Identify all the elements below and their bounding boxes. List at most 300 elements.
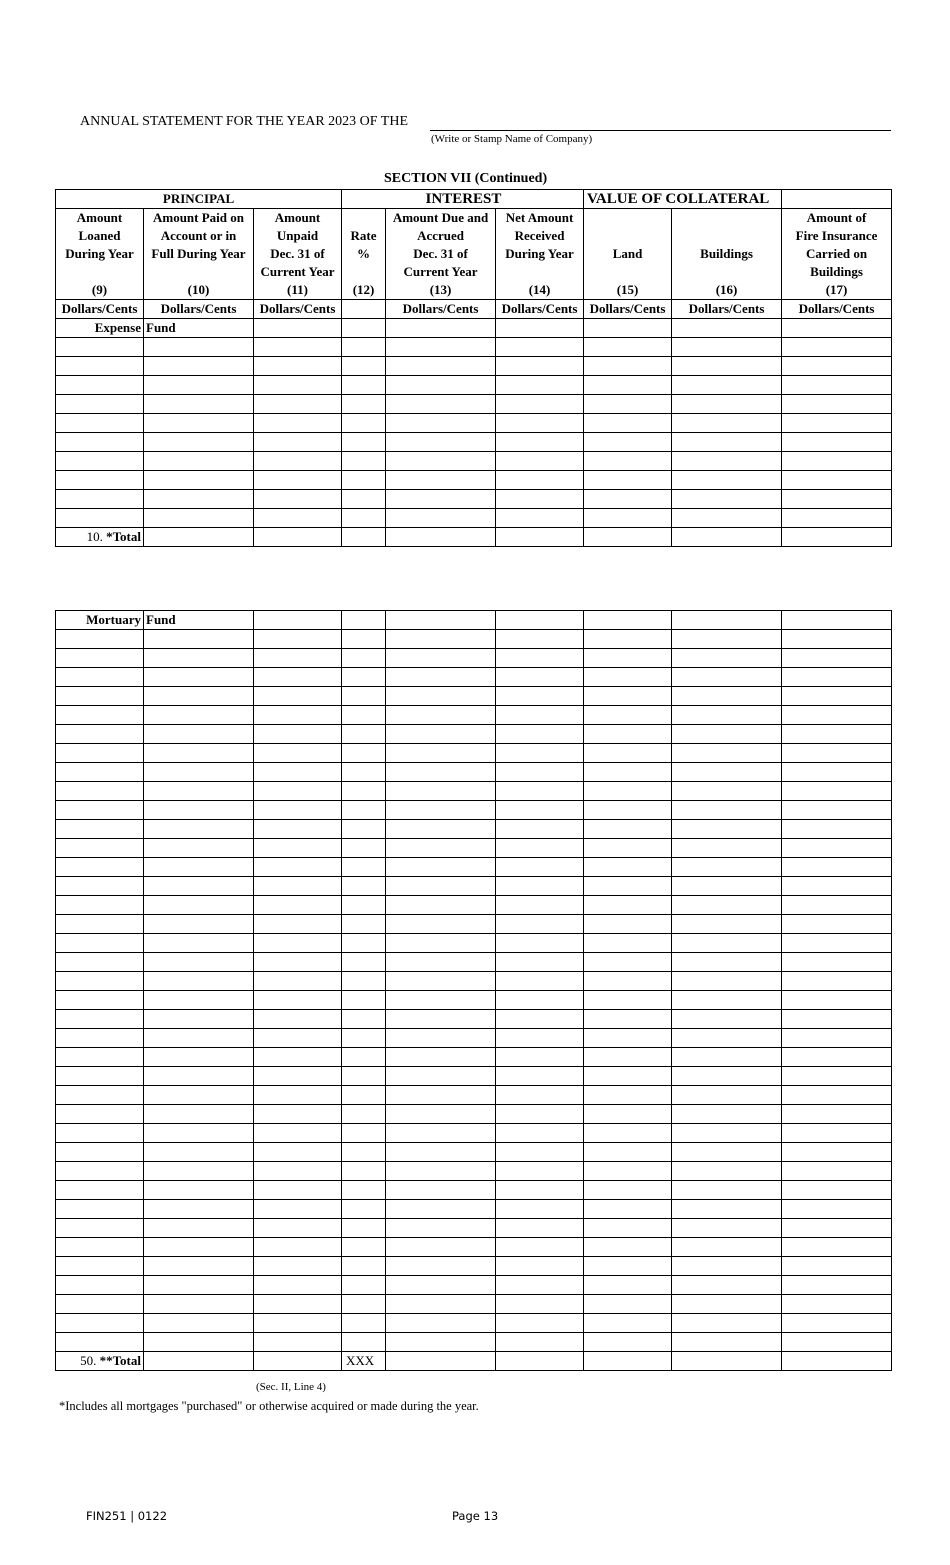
entry-cell[interactable]: [56, 839, 144, 858]
entry-cell[interactable]: [144, 471, 254, 490]
entry-cell[interactable]: [254, 1257, 342, 1276]
entry-cell[interactable]: [386, 1048, 496, 1067]
total-cell[interactable]: [584, 1352, 672, 1371]
entry-cell[interactable]: [386, 1219, 496, 1238]
entry-cell[interactable]: [386, 877, 496, 896]
entry-cell[interactable]: [672, 896, 782, 915]
entry-cell[interactable]: [782, 1067, 892, 1086]
entry-cell[interactable]: [782, 433, 892, 452]
entry-cell[interactable]: [782, 668, 892, 687]
total-cell[interactable]: [144, 1352, 254, 1371]
entry-cell[interactable]: [342, 725, 386, 744]
entry-cell[interactable]: [254, 915, 342, 934]
entry-cell[interactable]: [56, 915, 144, 934]
entry-cell[interactable]: [386, 433, 496, 452]
entry-cell[interactable]: [342, 319, 386, 338]
entry-cell[interactable]: [782, 877, 892, 896]
entry-cell[interactable]: [386, 471, 496, 490]
entry-cell[interactable]: [496, 763, 584, 782]
entry-cell[interactable]: [782, 1314, 892, 1333]
entry-cell[interactable]: [342, 915, 386, 934]
entry-cell[interactable]: [782, 1276, 892, 1295]
entry-cell[interactable]: [342, 1238, 386, 1257]
entry-cell[interactable]: [144, 452, 254, 471]
entry-cell[interactable]: [386, 972, 496, 991]
entry-cell[interactable]: [342, 649, 386, 668]
entry-cell[interactable]: [386, 630, 496, 649]
entry-cell[interactable]: [56, 820, 144, 839]
entry-cell[interactable]: [342, 338, 386, 357]
entry-cell[interactable]: [342, 763, 386, 782]
entry-cell[interactable]: [496, 1238, 584, 1257]
entry-cell[interactable]: [496, 471, 584, 490]
entry-cell[interactable]: [386, 509, 496, 528]
entry-cell[interactable]: [584, 1105, 672, 1124]
entry-cell[interactable]: [672, 509, 782, 528]
entry-cell[interactable]: [782, 376, 892, 395]
entry-cell[interactable]: [56, 1143, 144, 1162]
entry-cell[interactable]: [144, 1219, 254, 1238]
entry-cell[interactable]: [386, 1029, 496, 1048]
entry-cell[interactable]: [56, 490, 144, 509]
entry-cell[interactable]: [584, 471, 672, 490]
entry-cell[interactable]: [782, 934, 892, 953]
entry-cell[interactable]: [144, 1333, 254, 1352]
entry-cell[interactable]: [56, 1257, 144, 1276]
entry-cell[interactable]: [496, 1200, 584, 1219]
entry-cell[interactable]: [496, 319, 584, 338]
entry-cell[interactable]: [254, 471, 342, 490]
entry-cell[interactable]: [386, 858, 496, 877]
entry-cell[interactable]: [144, 357, 254, 376]
entry-cell[interactable]: [782, 1105, 892, 1124]
entry-cell[interactable]: [144, 649, 254, 668]
entry-cell[interactable]: [584, 782, 672, 801]
entry-cell[interactable]: [672, 319, 782, 338]
entry-cell[interactable]: [144, 630, 254, 649]
entry-cell[interactable]: [496, 1067, 584, 1086]
entry-cell[interactable]: [342, 668, 386, 687]
entry-cell[interactable]: [584, 319, 672, 338]
entry-cell[interactable]: [254, 1162, 342, 1181]
entry-cell[interactable]: [672, 953, 782, 972]
entry-cell[interactable]: [254, 376, 342, 395]
entry-cell[interactable]: [782, 1010, 892, 1029]
entry-cell[interactable]: [672, 1333, 782, 1352]
entry-cell[interactable]: [56, 1010, 144, 1029]
entry-cell[interactable]: [672, 1086, 782, 1105]
entry-cell[interactable]: [496, 706, 584, 725]
entry-cell[interactable]: [782, 1162, 892, 1181]
entry-cell[interactable]: [342, 376, 386, 395]
entry-cell[interactable]: [584, 452, 672, 471]
entry-cell[interactable]: [672, 1181, 782, 1200]
entry-cell[interactable]: [144, 433, 254, 452]
entry-cell[interactable]: [144, 509, 254, 528]
entry-cell[interactable]: [254, 1238, 342, 1257]
entry-cell[interactable]: [782, 725, 892, 744]
entry-cell[interactable]: [584, 1314, 672, 1333]
entry-cell[interactable]: [386, 414, 496, 433]
entry-cell[interactable]: [584, 1333, 672, 1352]
entry-cell[interactable]: [342, 1105, 386, 1124]
entry-cell[interactable]: [342, 991, 386, 1010]
entry-cell[interactable]: [144, 1276, 254, 1295]
entry-cell[interactable]: [254, 668, 342, 687]
entry-cell[interactable]: [342, 782, 386, 801]
entry-cell[interactable]: [672, 452, 782, 471]
entry-cell[interactable]: [672, 725, 782, 744]
entry-cell[interactable]: [144, 1105, 254, 1124]
entry-cell[interactable]: [672, 1029, 782, 1048]
entry-cell[interactable]: [782, 471, 892, 490]
entry-cell[interactable]: [144, 1029, 254, 1048]
entry-cell[interactable]: [342, 839, 386, 858]
entry-cell[interactable]: [496, 1314, 584, 1333]
entry-cell[interactable]: [672, 1048, 782, 1067]
entry-cell[interactable]: [584, 1162, 672, 1181]
entry-cell[interactable]: [496, 414, 584, 433]
entry-cell[interactable]: [672, 630, 782, 649]
entry-cell[interactable]: [672, 801, 782, 820]
entry-cell[interactable]: [144, 490, 254, 509]
entry-cell[interactable]: [342, 744, 386, 763]
entry-cell[interactable]: [56, 668, 144, 687]
entry-cell[interactable]: [386, 896, 496, 915]
entry-cell[interactable]: [672, 1314, 782, 1333]
entry-cell[interactable]: [584, 611, 672, 630]
entry-cell[interactable]: [254, 725, 342, 744]
total-cell[interactable]: [672, 1352, 782, 1371]
entry-cell[interactable]: [584, 630, 672, 649]
entry-cell[interactable]: [496, 376, 584, 395]
entry-cell[interactable]: [386, 611, 496, 630]
entry-cell[interactable]: [56, 1200, 144, 1219]
entry-cell[interactable]: [342, 953, 386, 972]
entry-cell[interactable]: [782, 744, 892, 763]
entry-cell[interactable]: [342, 801, 386, 820]
entry-cell[interactable]: [144, 1048, 254, 1067]
entry-cell[interactable]: [672, 744, 782, 763]
entry-cell[interactable]: [144, 725, 254, 744]
entry-cell[interactable]: [496, 630, 584, 649]
entry-cell[interactable]: [386, 782, 496, 801]
entry-cell[interactable]: [496, 649, 584, 668]
entry-cell[interactable]: [342, 896, 386, 915]
entry-cell[interactable]: [144, 801, 254, 820]
entry-cell[interactable]: [144, 338, 254, 357]
entry-cell[interactable]: [386, 820, 496, 839]
entry-cell[interactable]: [496, 1143, 584, 1162]
entry-cell[interactable]: [496, 452, 584, 471]
entry-cell[interactable]: [584, 858, 672, 877]
entry-cell[interactable]: [782, 991, 892, 1010]
entry-cell[interactable]: [56, 1067, 144, 1086]
entry-cell[interactable]: [584, 414, 672, 433]
entry-cell[interactable]: [144, 1162, 254, 1181]
entry-cell[interactable]: [56, 1086, 144, 1105]
entry-cell[interactable]: [672, 668, 782, 687]
entry-cell[interactable]: [342, 706, 386, 725]
entry-cell[interactable]: [584, 1048, 672, 1067]
entry-cell[interactable]: [254, 1048, 342, 1067]
entry-cell[interactable]: [584, 1276, 672, 1295]
entry-cell[interactable]: [56, 338, 144, 357]
entry-cell[interactable]: [56, 991, 144, 1010]
entry-cell[interactable]: [782, 357, 892, 376]
entry-cell[interactable]: [144, 1314, 254, 1333]
entry-cell[interactable]: [782, 611, 892, 630]
total-cell[interactable]: [386, 1352, 496, 1371]
entry-cell[interactable]: [584, 953, 672, 972]
entry-cell[interactable]: [56, 1219, 144, 1238]
entry-cell[interactable]: [144, 1238, 254, 1257]
entry-cell[interactable]: [342, 414, 386, 433]
entry-cell[interactable]: [584, 376, 672, 395]
entry-cell[interactable]: [56, 509, 144, 528]
entry-cell[interactable]: [386, 706, 496, 725]
entry-cell[interactable]: [56, 395, 144, 414]
entry-cell[interactable]: [386, 1181, 496, 1200]
entry-cell[interactable]: [144, 1295, 254, 1314]
entry-cell[interactable]: [584, 839, 672, 858]
entry-cell[interactable]: [254, 452, 342, 471]
entry-cell[interactable]: [254, 611, 342, 630]
entry-cell[interactable]: [782, 649, 892, 668]
entry-cell[interactable]: [254, 839, 342, 858]
entry-cell[interactable]: [144, 953, 254, 972]
entry-cell[interactable]: [386, 687, 496, 706]
entry-cell[interactable]: [342, 1162, 386, 1181]
entry-cell[interactable]: [254, 744, 342, 763]
entry-cell[interactable]: [254, 1143, 342, 1162]
entry-cell[interactable]: [386, 1238, 496, 1257]
entry-cell[interactable]: [584, 668, 672, 687]
entry-cell[interactable]: [254, 433, 342, 452]
entry-cell[interactable]: [584, 509, 672, 528]
entry-cell[interactable]: [386, 1086, 496, 1105]
entry-cell[interactable]: [782, 763, 892, 782]
entry-cell[interactable]: [782, 1124, 892, 1143]
entry-cell[interactable]: [56, 357, 144, 376]
entry-cell[interactable]: [496, 1105, 584, 1124]
entry-cell[interactable]: [254, 319, 342, 338]
entry-cell[interactable]: [672, 490, 782, 509]
entry-cell[interactable]: [386, 1314, 496, 1333]
entry-cell[interactable]: [144, 991, 254, 1010]
entry-cell[interactable]: [672, 1219, 782, 1238]
entry-cell[interactable]: [386, 991, 496, 1010]
entry-cell[interactable]: [56, 1276, 144, 1295]
entry-cell[interactable]: [254, 338, 342, 357]
entry-cell[interactable]: [584, 972, 672, 991]
entry-cell[interactable]: [672, 820, 782, 839]
entry-cell[interactable]: [342, 858, 386, 877]
entry-cell[interactable]: [386, 338, 496, 357]
entry-cell[interactable]: [782, 1257, 892, 1276]
entry-cell[interactable]: [56, 433, 144, 452]
entry-cell[interactable]: [672, 877, 782, 896]
entry-cell[interactable]: [672, 1067, 782, 1086]
entry-cell[interactable]: [144, 1124, 254, 1143]
entry-cell[interactable]: [496, 725, 584, 744]
entry-cell[interactable]: [144, 414, 254, 433]
entry-cell[interactable]: [782, 1295, 892, 1314]
entry-cell[interactable]: [672, 376, 782, 395]
entry-cell[interactable]: [254, 877, 342, 896]
entry-cell[interactable]: [496, 1181, 584, 1200]
entry-cell[interactable]: [56, 934, 144, 953]
entry-cell[interactable]: [782, 1029, 892, 1048]
entry-cell[interactable]: [144, 839, 254, 858]
entry-cell[interactable]: [496, 668, 584, 687]
entry-cell[interactable]: [144, 706, 254, 725]
entry-cell[interactable]: [584, 744, 672, 763]
entry-cell[interactable]: [342, 395, 386, 414]
entry-cell[interactable]: [386, 915, 496, 934]
entry-cell[interactable]: [56, 706, 144, 725]
entry-cell[interactable]: [672, 991, 782, 1010]
entry-cell[interactable]: [144, 1181, 254, 1200]
entry-cell[interactable]: [254, 414, 342, 433]
entry-cell[interactable]: [386, 452, 496, 471]
entry-cell[interactable]: [672, 649, 782, 668]
entry-cell[interactable]: [56, 414, 144, 433]
total-cell[interactable]: [782, 528, 892, 547]
entry-cell[interactable]: [386, 763, 496, 782]
entry-cell[interactable]: [496, 338, 584, 357]
entry-cell[interactable]: [144, 376, 254, 395]
entry-cell[interactable]: [584, 1029, 672, 1048]
entry-cell[interactable]: [386, 649, 496, 668]
entry-cell[interactable]: [56, 725, 144, 744]
entry-cell[interactable]: [254, 972, 342, 991]
entry-cell[interactable]: [496, 858, 584, 877]
entry-cell[interactable]: [254, 649, 342, 668]
entry-cell[interactable]: [672, 1105, 782, 1124]
entry-cell[interactable]: [782, 801, 892, 820]
entry-cell[interactable]: [342, 687, 386, 706]
entry-cell[interactable]: [584, 1086, 672, 1105]
entry-cell[interactable]: [254, 687, 342, 706]
entry-cell[interactable]: [584, 1219, 672, 1238]
entry-cell[interactable]: [144, 972, 254, 991]
entry-cell[interactable]: [584, 1067, 672, 1086]
entry-cell[interactable]: [144, 1143, 254, 1162]
entry-cell[interactable]: [254, 1029, 342, 1048]
total-cell[interactable]: [386, 528, 496, 547]
entry-cell[interactable]: [496, 1010, 584, 1029]
entry-cell[interactable]: [56, 1181, 144, 1200]
entry-cell[interactable]: [254, 991, 342, 1010]
entry-cell[interactable]: [342, 490, 386, 509]
entry-cell[interactable]: [342, 630, 386, 649]
entry-cell[interactable]: [672, 1124, 782, 1143]
entry-cell[interactable]: [56, 649, 144, 668]
entry-cell[interactable]: [342, 1010, 386, 1029]
entry-cell[interactable]: [782, 1238, 892, 1257]
entry-cell[interactable]: [386, 1200, 496, 1219]
entry-cell[interactable]: [584, 763, 672, 782]
entry-cell[interactable]: [584, 357, 672, 376]
entry-cell[interactable]: [782, 1143, 892, 1162]
entry-cell[interactable]: [254, 1333, 342, 1352]
entry-cell[interactable]: [144, 687, 254, 706]
entry-cell[interactable]: [56, 1333, 144, 1352]
entry-cell[interactable]: [496, 1029, 584, 1048]
entry-cell[interactable]: [386, 1010, 496, 1029]
entry-cell[interactable]: [782, 839, 892, 858]
entry-cell[interactable]: [386, 744, 496, 763]
entry-cell[interactable]: [386, 1257, 496, 1276]
entry-cell[interactable]: [672, 1010, 782, 1029]
entry-cell[interactable]: [254, 1181, 342, 1200]
total-cell[interactable]: [496, 528, 584, 547]
entry-cell[interactable]: [254, 395, 342, 414]
entry-cell[interactable]: [56, 1162, 144, 1181]
total-cell[interactable]: [254, 1352, 342, 1371]
entry-cell[interactable]: [144, 744, 254, 763]
entry-cell[interactable]: [254, 1314, 342, 1333]
entry-cell[interactable]: [386, 1333, 496, 1352]
entry-cell[interactable]: [386, 725, 496, 744]
entry-cell[interactable]: [254, 1105, 342, 1124]
entry-cell[interactable]: [782, 338, 892, 357]
entry-cell[interactable]: [496, 1276, 584, 1295]
entry-cell[interactable]: [584, 934, 672, 953]
entry-cell[interactable]: [56, 630, 144, 649]
total-cell[interactable]: [342, 528, 386, 547]
entry-cell[interactable]: [342, 1333, 386, 1352]
total-cell[interactable]: [144, 528, 254, 547]
entry-cell[interactable]: [672, 687, 782, 706]
entry-cell[interactable]: [782, 490, 892, 509]
entry-cell[interactable]: [254, 357, 342, 376]
entry-cell[interactable]: [782, 630, 892, 649]
entry-cell[interactable]: [496, 801, 584, 820]
entry-cell[interactable]: [584, 1295, 672, 1314]
entry-cell[interactable]: [584, 725, 672, 744]
entry-cell[interactable]: [56, 972, 144, 991]
entry-cell[interactable]: [342, 1276, 386, 1295]
entry-cell[interactable]: [672, 433, 782, 452]
entry-cell[interactable]: [584, 1181, 672, 1200]
entry-cell[interactable]: [672, 611, 782, 630]
entry-cell[interactable]: [496, 782, 584, 801]
entry-cell[interactable]: [496, 1048, 584, 1067]
entry-cell[interactable]: [496, 357, 584, 376]
entry-cell[interactable]: [496, 839, 584, 858]
entry-cell[interactable]: [584, 1010, 672, 1029]
entry-cell[interactable]: [782, 687, 892, 706]
entry-cell[interactable]: [672, 706, 782, 725]
entry-cell[interactable]: [672, 1162, 782, 1181]
entry-cell[interactable]: [342, 1143, 386, 1162]
entry-cell[interactable]: [56, 376, 144, 395]
company-name-line[interactable]: [430, 130, 891, 131]
entry-cell[interactable]: [672, 1200, 782, 1219]
entry-cell[interactable]: [342, 1219, 386, 1238]
entry-cell[interactable]: [496, 490, 584, 509]
entry-cell[interactable]: [254, 1276, 342, 1295]
entry-cell[interactable]: [672, 471, 782, 490]
entry-cell[interactable]: [782, 1181, 892, 1200]
entry-cell[interactable]: [254, 1067, 342, 1086]
entry-cell[interactable]: [672, 1295, 782, 1314]
entry-cell[interactable]: [144, 395, 254, 414]
entry-cell[interactable]: [386, 1162, 496, 1181]
entry-cell[interactable]: [782, 414, 892, 433]
